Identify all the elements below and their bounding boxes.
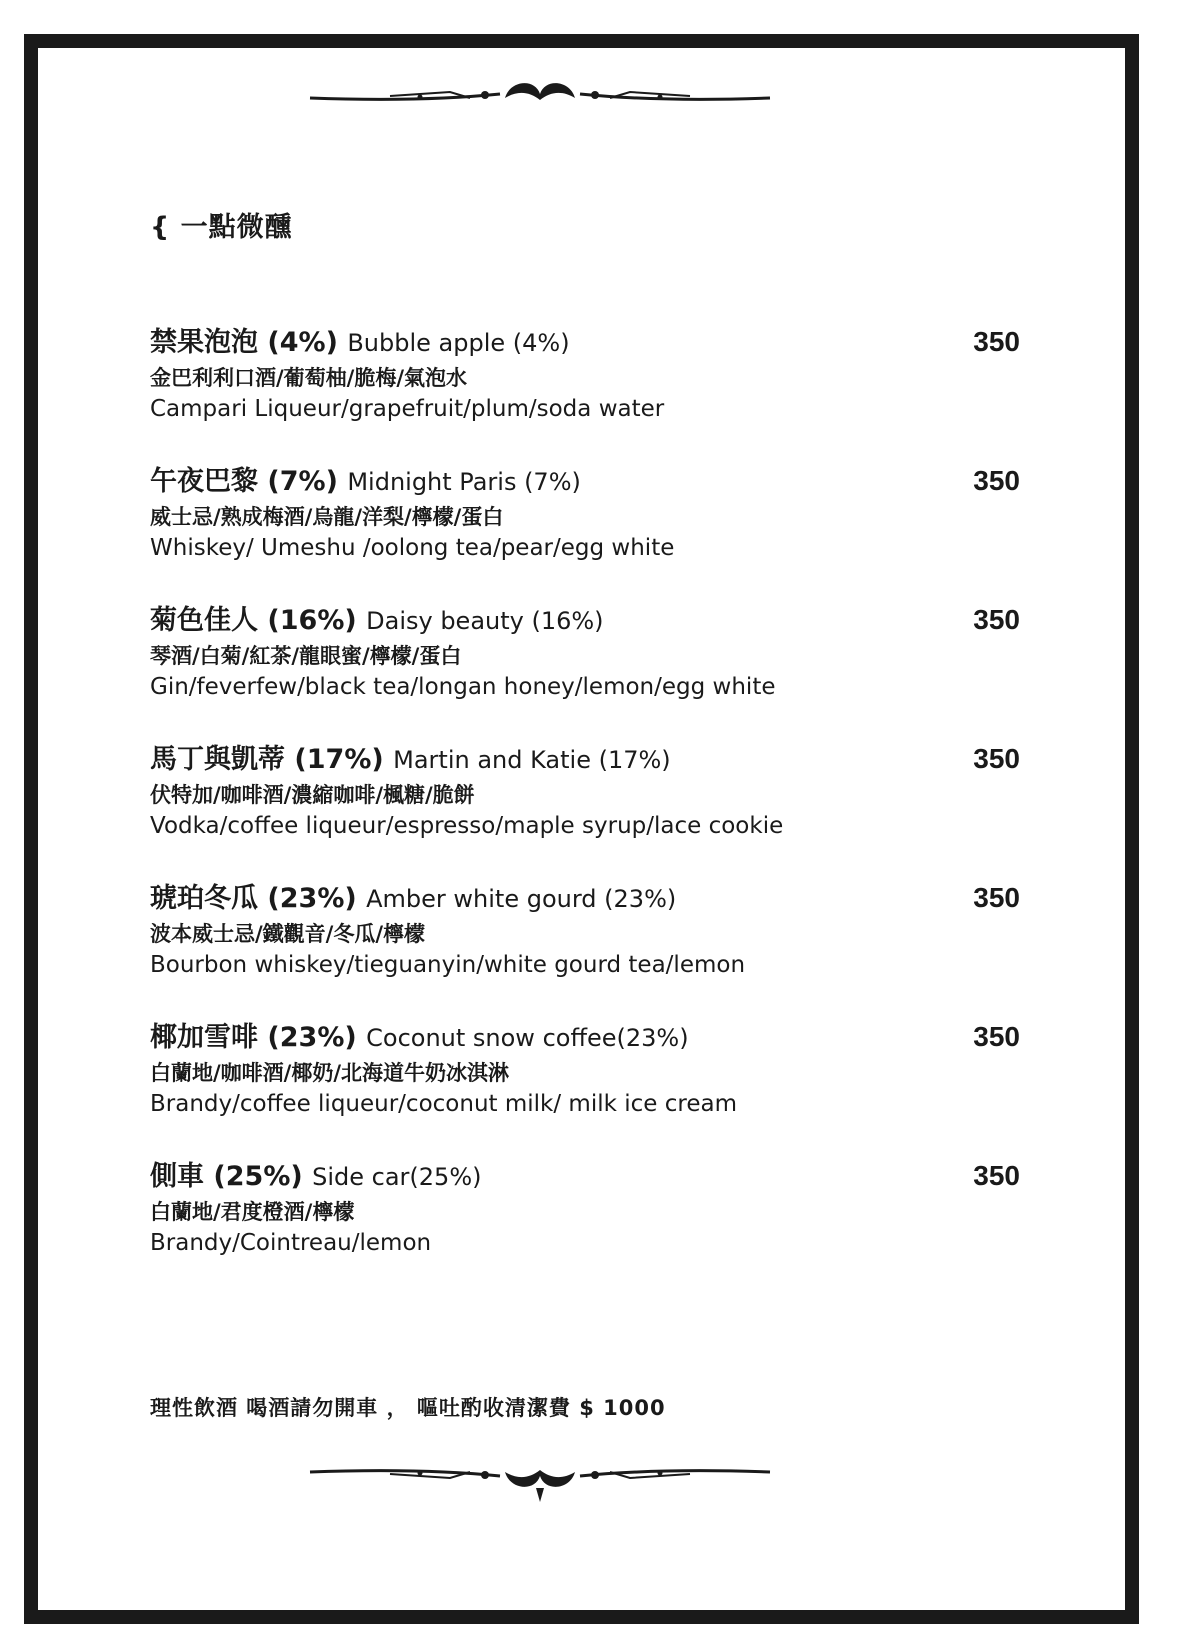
item-ingredients-en: Bourbon whiskey/tieguanyin/white gourd tea/lemon (150, 952, 746, 978)
item-price: 350 (973, 1021, 1020, 1052)
item-ingredients-en: Brandy/coffee liqueur/coconut milk/ milk ice cream (150, 1091, 737, 1117)
item-name (150, 1154, 1020, 1193)
item-ingredients-zh: 金巴利利口酒/葡萄柚/脆梅/氣泡水 (150, 366, 468, 390)
menu-item (150, 876, 1020, 1015)
item-price: 350 (973, 882, 1020, 913)
item-price: 350 (973, 465, 1020, 496)
menu-item (150, 1154, 1020, 1293)
item-name (150, 320, 1020, 359)
top-ornament (300, 62, 780, 122)
item-ingredients-en: Brandy/Cointreau/lemon (150, 1230, 432, 1256)
item-price: 350 (973, 326, 1020, 357)
item-name-zh: 禁果泡泡 (4%) (150, 327, 338, 358)
item-ingredients-en: Gin/feverfew/black tea/longan honey/lemon/egg white (150, 674, 776, 700)
item-name-zh: 菊色佳人 (16%) (150, 605, 357, 636)
item-ingredients-en: Vodka/coffee liqueur/espresso/maple syrup/lace cookie (150, 813, 784, 839)
item-name-zh: 馬丁與凱蒂 (17%) (150, 744, 384, 775)
menu-item (150, 737, 1020, 876)
item-name-zh: 側車 (25%) (150, 1161, 303, 1192)
menu-item (150, 459, 1020, 598)
item-name-en: Daisy beauty (16%) (366, 607, 604, 635)
item-ingredients-zh: 白蘭地/君度橙酒/檸檬 (150, 1200, 355, 1224)
item-name-zh: 午夜巴黎 (7%) (150, 466, 338, 497)
item-ingredients-zh: 白蘭地/咖啡酒/椰奶/北海道牛奶冰淇淋 (150, 1061, 510, 1085)
section-title: { 一點微醺 (150, 212, 293, 243)
item-ingredients-zh: 威士忌/熟成梅酒/烏龍/洋梨/檸檬/蛋白 (150, 505, 504, 529)
item-price: 350 (973, 743, 1020, 774)
item-ingredients-en: Campari Liqueur/grapefruit/plum/soda water (150, 396, 665, 422)
item-name-en: Coconut snow coffee(23%) (366, 1024, 689, 1052)
item-ingredients-zh: 琴酒/白菊/紅茶/龍眼蜜/檸檬/蛋白 (150, 644, 462, 668)
item-price: 350 (973, 604, 1020, 635)
item-name (150, 876, 1020, 915)
item-name-zh: 椰加雪啡 (23%) (150, 1022, 357, 1053)
item-name-zh: 琥珀冬瓜 (23%) (150, 883, 357, 914)
item-price: 350 (973, 1160, 1020, 1191)
menu-item (150, 1015, 1020, 1154)
item-name (150, 459, 1020, 498)
item-ingredients-zh: 伏特加/咖啡酒/濃縮咖啡/楓糖/脆餅 (150, 783, 475, 807)
item-name-en: Martin and Katie (17%) (393, 746, 671, 774)
item-name-en: Midnight Paris (7%) (347, 468, 581, 496)
menu-item (150, 598, 1020, 737)
item-name (150, 598, 1020, 637)
item-ingredients-en: Whiskey/ Umeshu /oolong tea/pear/egg white (150, 535, 675, 561)
menu-item (150, 320, 1020, 459)
item-name-en: Amber white gourd (23%) (366, 885, 677, 913)
item-name (150, 1015, 1020, 1054)
item-name-en: Side car(25%) (312, 1163, 482, 1191)
item-name-en: Bubble apple (4%) (347, 329, 570, 357)
bottom-ornament (300, 1448, 780, 1508)
item-name (150, 737, 1020, 776)
item-ingredients-zh: 波本威士忌/鐵觀音/冬瓜/檸檬 (150, 922, 426, 946)
responsible-drinking-notice: 理性飲酒 喝酒請勿開車 ， 嘔吐酌收清潔費 $ 1000 (150, 1396, 666, 1420)
menu-list (150, 320, 1020, 1293)
